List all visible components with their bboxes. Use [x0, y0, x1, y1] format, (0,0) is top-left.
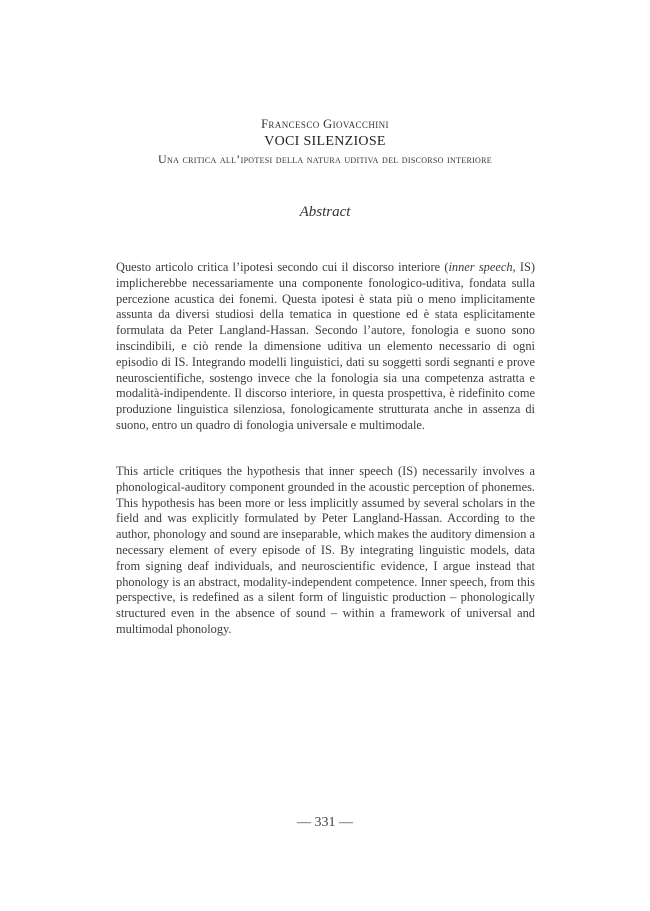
abstract-paragraph-english: This article critiques the hypothesis that inner speech (IS) necessarily involves a phonological-auditory component grounded in the acoustic perception of phonemes. This hypothesis has been more or less implicitly assumed by several scholars in the field and was explicitly formulated by Peter Langland-Hassan. According to the author, phonology and sound are inseparable, which makes the auditory dimension a necessary element of every episode of IS. By integrating linguistic models, data from signing deaf individuals, and neuroscientific evidence, I argue instead that phonology is an abstract, modality-independent competence. Inner speech, from this perspective, is redefined as a silent form of linguistic production – phonologically structured even in the absence of sound – within a framework of universal and multimodal phonology.: [116, 464, 535, 636]
abstract-heading: Abstract: [299, 204, 351, 220]
page-number: — 331 —: [297, 815, 353, 830]
abstract-it-italic-term: inner speech: [448, 260, 513, 274]
author-name: Francesco Giovacchini: [261, 117, 389, 131]
abstract-it-text-rest: , IS) implicherebbe necessariamente una componente fonologico-uditiva, fondata sulla percezione acustica dei fonemi. Questa ipotesi è stata più o meno implicitamente assunta da diversi studiosi della tematica in questione ed è stata esplicitamente formulata da Peter Langland-Hassan. Secondo l’autore, fonologia e suono sono inscindibili, e ciò rende la dimensione uditiva un elemento necessario di ogni episodio di IS. Integrando modelli linguistici, dati su soggetti sordi segnanti e prove neuroscientifiche, sostengo invece che la fonologia sia una competenza astratta e modalità-indipendente. Il discorso interiore, in questa prospettiva, è ridefinito come produzione linguistica silenziosa, fonologicamente strutturata anche in assenza di suono, entro un quadro di fonologia universale e multimodale.: [116, 260, 536, 432]
abstract-it-text-start: Questo articolo critica l’ipotesi secondo cui il discorso interiore (: [116, 260, 449, 274]
article-title: VOCI SILENZIOSE: [264, 134, 386, 149]
abstract-paragraph-italian: [116, 260, 535, 434]
article-subtitle: Una critica all’ipotesi della natura uditiva del discorso interiore: [158, 152, 492, 166]
